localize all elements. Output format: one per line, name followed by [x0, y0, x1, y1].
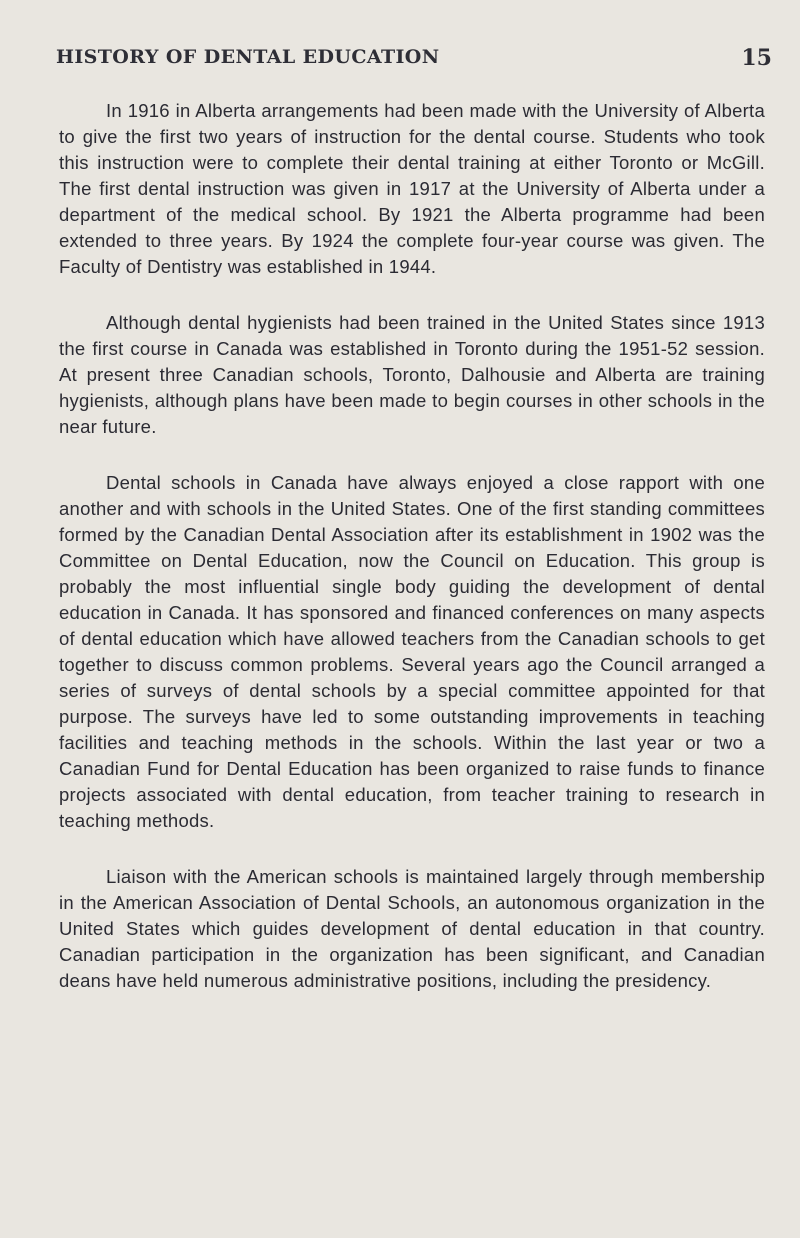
- paragraph-alberta-history: In 1916 in Alberta arrangements had been made with the University of Alberta to give the first two years of instruction for the dental course. Students who took this instruction were to complete their dental training at either Toronto or McGill. The first dental instruction was given in 1917 at the University of Alberta under a department of the medical school. By 1921 the Alberta programme had been extended to three years. By 1924 the complete four-year course was given. The Faculty of Dentistry was established in 1944.: [59, 100, 765, 277]
- paragraph-canadian-dental-association: Dental schools in Canada have always enjoyed a close rapport with one another and with schools in the United States. One of the first standing committees formed by the Canadian Dental Association after its establishment in 1902 was the Committee on Dental Education, now the Council on Education. This group is probably the most influential single body guiding the development of dental education in Canada. It has sponsored and financed conferences on many aspects of dental education which have allowed teachers from the Canadian schools to get together to discuss common problems. Several years ago the Council arranged a series of surveys of dental schools by a special committee appointed for that purpose. The surveys have led to some outstanding improvements in teaching facilities and teaching methods in the schools. Within the last year or two a Canadian Fund for Dental Education has been organized to raise funds to finance projects associated with dental education, from teacher training to research in teaching methods.: [59, 472, 765, 831]
- header-title: HISTORY OF DENTAL EDUCATION: [56, 46, 440, 68]
- paragraph-american-liaison: Liaison with the American schools is maintained largely through membership in the American Association of Dental Schools, an autonomous organization in the United States which guides development of dental education in that country. Canadian participation in the organization has been significant, and Canadian deans have held numerous administrative positions, including the presidency.: [59, 866, 765, 991]
- body-text: [59, 98, 765, 1024]
- paragraph-dental-hygienists: Although dental hygienists had been trained in the United States since 1913 the first course in Canada was established in Toronto during the 1951-52 session. At present three Canadian schools, Toronto, Dalhousie and Alberta are training hygienists, although plans have been made to begin courses in other schools in the near future.: [59, 312, 765, 437]
- running-header: [56, 46, 772, 76]
- page-number: 15: [741, 45, 772, 71]
